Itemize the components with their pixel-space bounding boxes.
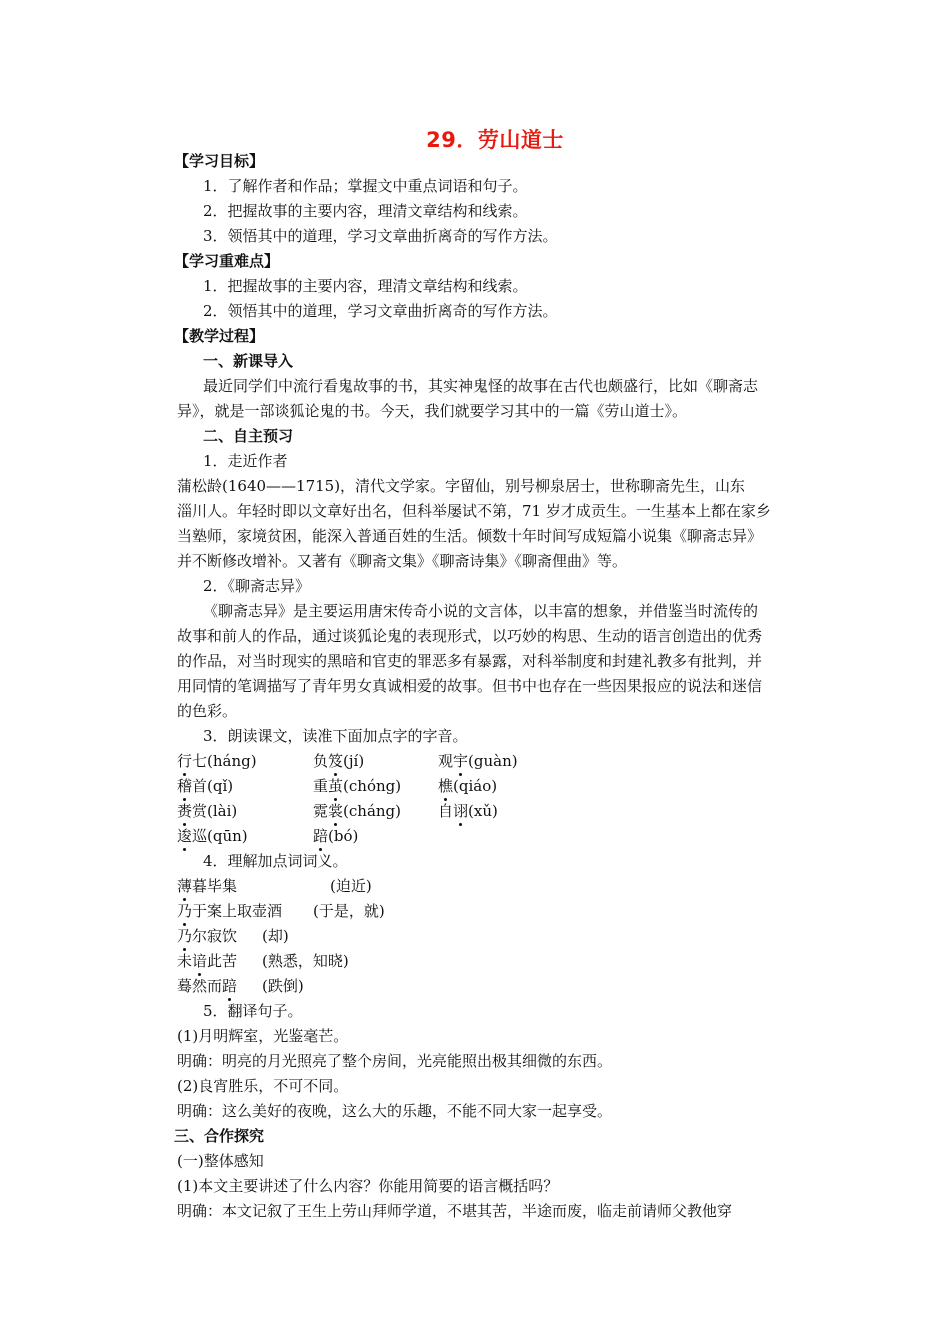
paragraph-line: 异》，就是一部谈狐论鬼的书。今天，我们就要学习其中的一篇《劳山道士》。 (177, 402, 688, 420)
paragraph-line: 故事和前人的作品，通过谈狐论鬼的表现形式，以巧妙的构思、生动的语言创造出的优秀 (177, 627, 763, 645)
paragraph-line: (2)良宵胜乐，不可不同。 (177, 1077, 349, 1095)
pronunciation-item: 逡巡(qūn) (177, 827, 248, 845)
paragraph-line: 明确：本文记叙了王生上劳山拜师学道，不堪其苦，半途而废，临走前请师父教他穿 (177, 1202, 733, 1220)
paragraph-line: 蒲松龄(1640——1715)，清代文学家。字留仙，别号柳泉居士，世称聊斋先生，山东 (177, 477, 746, 495)
goals-heading: 【学习目标】 (174, 152, 265, 170)
page-title: 29．劳山道士 (426, 128, 564, 152)
pronunciation-item: 观宇(guàn) (438, 752, 518, 770)
paragraph-line: 并不断修改增补。又著有《聊斋文集》《聊斋诗集》《聊斋俚曲》等。 (177, 552, 628, 570)
pronunciation-item: 稽首(qǐ) (177, 777, 234, 795)
pronunciation-item: 霓裳(cháng) (313, 802, 402, 820)
paragraph-line: 最近同学们中流行看鬼故事的书，其实神鬼怪的故事在古代也颇盛行，比如《聊斋志 (203, 377, 759, 395)
paragraph-line: 明确：明亮的月光照亮了整个房间，光亮能照出极其细微的东西。 (177, 1052, 613, 1070)
paragraph-line: (1)月明辉室，光鉴毫芒。 (177, 1027, 349, 1045)
paragraph-line: 明确：这么美好的夜晚，这么大的乐趣，不能不同大家一起享受。 (177, 1102, 613, 1120)
paragraph-line: (一)整体感知 (177, 1152, 264, 1170)
pronunciation-item: 踣(bó) (313, 827, 359, 845)
paragraph-line: 《聊斋志异》是主要运用唐宋传奇小说的文言体，以丰富的想象，并借鉴当时流传的 (203, 602, 759, 620)
vocab-meaning: (迫近) (330, 877, 372, 895)
key-points-heading: 【学习重难点】 (174, 252, 280, 270)
vocab-meaning: (于是，就) (313, 902, 385, 920)
subsection-heading: 1．走近作者 (203, 452, 288, 470)
pronunciation-item: 负笈(jí) (313, 752, 365, 770)
paragraph-line: 的色彩。 (177, 702, 238, 720)
paragraph-line: 淄川人。年轻时即以文章好出名，但科举屡试不第，71 岁才成贡生。一生基本上都在家乡 (177, 502, 771, 520)
paragraph-line: 当塾师，家境贫困，能深入普通百姓的生活。倾数十年时间写成短篇小说集《聊斋志异》 (177, 527, 763, 545)
paragraph-line: 用同情的笔调描写了青年男女真诚相爱的故事。但书中也存在一些因果报应的说法和迷信 (177, 677, 763, 695)
section-heading: 一、新课导入 (203, 352, 294, 370)
section-heading: 三、合作探究 (174, 1127, 265, 1145)
vocab-item: 乃于案上取壶酒 (177, 902, 283, 920)
vocab-item: 乃尔寂饮 (177, 927, 238, 945)
subsection-heading: 4．理解加点词词义。 (203, 852, 348, 870)
subsection-heading: 3．朗读课文，读准下面加点字的字音。 (203, 727, 468, 745)
key-point-item: 1．把握故事的主要内容，理清文章结构和线索。 (203, 277, 528, 295)
vocab-item: 薄暮毕集 (177, 877, 238, 895)
vocab-item: 未谙此苦 (177, 952, 238, 970)
subsection-heading: 5．翻译句子。 (203, 1002, 303, 1020)
vocab-item: 蓦然而踣 (177, 977, 238, 995)
vocab-meaning: (熟悉，知晓) (262, 952, 349, 970)
pronunciation-item: 自诩(xǔ) (438, 802, 498, 820)
pronunciation-item: 行七(háng) (177, 752, 257, 770)
paragraph-line: (1)本文主要讲述了什么内容？你能用简要的语言概括吗？ (177, 1177, 559, 1195)
vocab-meaning: (却) (262, 927, 289, 945)
pronunciation-item: 重茧(chóng) (313, 777, 402, 795)
vocab-meaning: (跌倒) (262, 977, 304, 995)
process-heading: 【教学过程】 (174, 327, 265, 345)
subsection-heading: 2．《聊斋志异》 (203, 577, 311, 595)
paragraph-line: 的作品，对当时现实的黑暗和官吏的罪恶多有暴露，对科举制度和封建礼教多有批判，并 (177, 652, 763, 670)
pronunciation-item: 樵(qiáo) (438, 777, 498, 795)
goal-item: 3．领悟其中的道理，学习文章曲折离奇的写作方法。 (203, 227, 558, 245)
goal-item: 2．把握故事的主要内容，理清文章结构和线索。 (203, 202, 528, 220)
pronunciation-item: 赉赏(lài) (177, 802, 238, 820)
section-heading: 二、自主预习 (203, 427, 294, 445)
goal-item: 1．了解作者和作品；掌握文中重点词语和句子。 (203, 177, 528, 195)
key-point-item: 2．领悟其中的道理，学习文章曲折离奇的写作方法。 (203, 302, 558, 320)
